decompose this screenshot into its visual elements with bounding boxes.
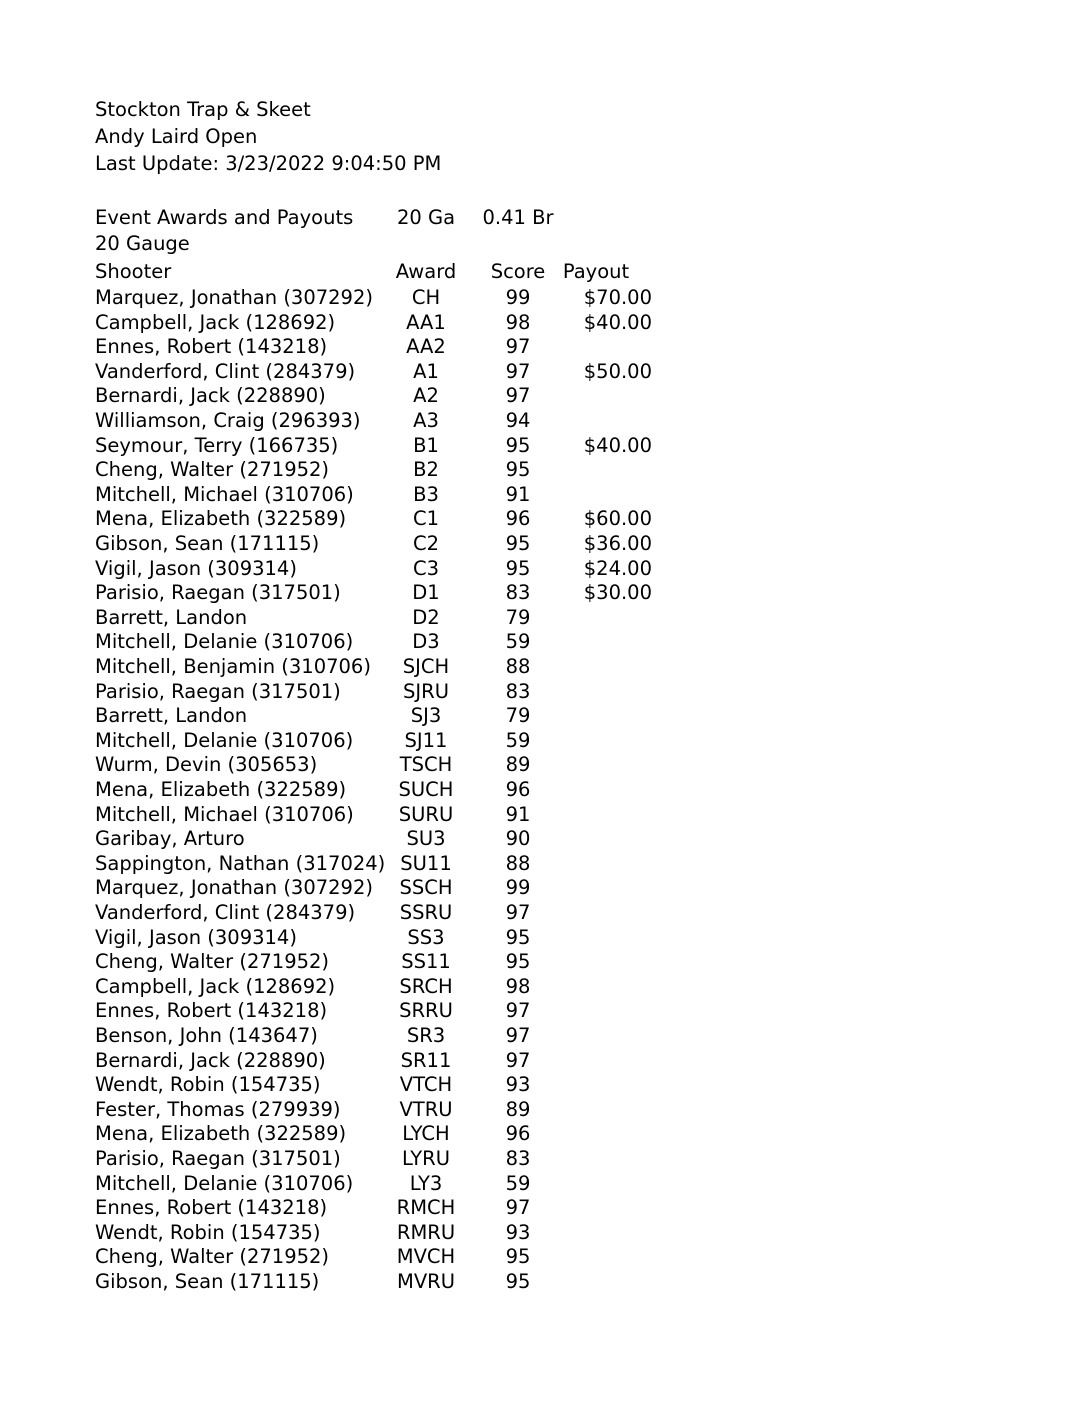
table-row [0,1172,1088,1197]
award-cell: LYCH [402,1122,450,1146]
award-cell: A2 [413,384,439,408]
award-cell: SJ3 [410,704,442,728]
award-cell: C1 [412,507,440,531]
score-cell: 59 [505,728,531,752]
table-row [0,1245,1088,1270]
table-row [0,1221,1088,1246]
shooter-cell: Ennes, Robert (143218) [95,335,328,359]
score-cell: 97 [505,1024,531,1047]
table-row [0,655,1088,680]
shooter-cell: Marquez, Jonathan (307292) [95,876,373,900]
section-title: Event Awards and Payouts [95,206,354,229]
score-cell: 89 [505,1097,531,1121]
score-cell: 97 [505,359,531,383]
score-cell: 89 [505,753,531,777]
shooter-cell: Mitchell, Delanie (310706) [95,728,354,752]
shooter-cell: Wurm, Devin (305653) [95,753,318,777]
last-update: Last Update: 3/23/2022 9:04:50 PM [95,152,442,175]
score-cell: 93 [505,1220,531,1244]
award-cell: SSCH [399,876,453,900]
shooter-cell: Barrett, Landon [95,605,248,629]
table-row [0,999,1088,1024]
table-header [0,260,1088,285]
gauge-name: 20 Gauge [95,232,190,255]
shooter-cell: Cheng, Walter (271952) [95,458,330,482]
award-cell: A3 [413,409,439,432]
table-row [0,557,1088,582]
table-row [0,606,1088,631]
score-cell: 83 [505,1147,531,1170]
score-cell: 59 [505,630,531,654]
shooter-cell: Wendt, Robin (154735) [95,1220,321,1244]
shooter-cell: Gibson, Sean (171115) [95,1270,320,1293]
shooter-cell: Vanderford, Clint (284379) [95,359,356,383]
shooter-cell: Cheng, Walter (271952) [95,950,330,974]
table-row [0,581,1088,606]
shooter-cell: Mena, Elizabeth (322589) [95,507,347,531]
shooter-cell: Vigil, Jason (309314) [95,925,297,949]
score-cell: 91 [505,802,531,826]
payout-cell: $36.00 [583,532,652,555]
table-row [0,458,1088,483]
score-cell: 95 [505,458,531,482]
award-cell: SRCH [399,974,453,998]
score-cell: 59 [505,1171,531,1195]
score-cell: 88 [505,851,531,875]
event-name: Andy Laird Open [95,125,258,148]
table-row [0,852,1088,877]
award-cell: LYRU [401,1147,450,1170]
award-cell: AA2 [406,335,446,359]
shooter-cell: Marquez, Jonathan (307292) [95,286,373,309]
payout-cell: $40.00 [583,310,652,334]
score-cell: 79 [505,704,531,728]
table-row [0,1270,1088,1295]
shooter-cell: Vigil, Jason (309314) [95,556,297,580]
shooter-cell: Garibay, Arturo [95,827,245,851]
table-row [0,1147,1088,1172]
shooter-cell: Mena, Elizabeth (322589) [95,1122,347,1146]
table-row [0,1049,1088,1074]
shooter-cell: Seymour, Terry (166735) [95,433,339,457]
award-cell: SR3 [406,1024,446,1047]
score-cell: 97 [505,901,531,924]
table-row [0,753,1088,778]
shooter-cell: Fester, Thomas (279939) [95,1097,341,1121]
table-row [0,434,1088,459]
score-cell: 95 [505,950,531,974]
shooter-cell: Williamson, Craig (296393) [95,409,361,432]
shooter-cell: Vanderford, Clint (284379) [95,901,356,924]
award-cell: SS11 [401,950,451,974]
br-value: 0.41 Br [482,206,554,229]
score-cell: 97 [505,999,531,1023]
award-cell: VTCH [399,1073,453,1097]
table-row [0,901,1088,926]
table-row [0,409,1088,434]
award-cell: MVRU [397,1270,455,1293]
shooter-cell: Sappington, Nathan (317024) [95,851,386,875]
shooter-cell: Ennes, Robert (143218) [95,1196,328,1220]
award-cell: SJCH [402,655,450,678]
award-cell: RMCH [396,1196,456,1220]
award-cell: B3 [413,482,439,506]
table-row [0,384,1088,409]
award-cell: TSCH [399,753,453,777]
score-cell: 98 [505,310,531,334]
club-name: Stockton Trap & Skeet [95,98,311,121]
shooter-cell: Cheng, Walter (271952) [95,1245,330,1269]
shooter-cell: Bernardi, Jack (228890) [95,1048,326,1072]
award-cell: SRRU [399,999,453,1023]
award-cell: SUCH [398,778,454,801]
shooter-cell: Campbell, Jack (128692) [95,310,336,334]
payout-cell: $70.00 [583,286,652,309]
award-cell: SJ11 [404,728,448,752]
award-cell: D1 [412,581,440,605]
score-cell: 83 [505,581,531,605]
table-row [0,1196,1088,1221]
table-row [0,630,1088,655]
score-cell: 95 [505,556,531,580]
shooter-cell: Parisio, Raegan (317501) [95,581,341,605]
shooter-cell: Campbell, Jack (128692) [95,974,336,998]
score-cell: 95 [505,1270,531,1293]
award-cell: AA1 [406,310,446,334]
table-row [0,1024,1088,1049]
award-cell: SURU [398,802,454,826]
score-cell: 83 [505,679,531,703]
award-cell: LY3 [409,1171,443,1195]
award-cell: MVCH [396,1245,456,1269]
gauge-code: 20 Ga [396,206,456,229]
shooter-cell: Barrett, Landon [95,704,248,728]
payout-cell: $30.00 [583,581,652,605]
payout-cell: $60.00 [583,507,652,531]
shooter-cell: Wendt, Robin (154735) [95,1073,321,1097]
award-cell: SR11 [400,1048,452,1072]
column-header-award: Award [395,260,457,283]
award-cell: C3 [412,556,440,580]
payout-cell: $50.00 [583,359,652,383]
score-cell: 95 [505,1245,531,1269]
payout-cell: $24.00 [583,556,652,580]
shooter-cell: Mena, Elizabeth (322589) [95,778,347,801]
award-cell: VTRU [399,1097,453,1121]
shooter-cell: Benson, John (143647) [95,1024,318,1047]
shooter-cell: Parisio, Raegan (317501) [95,1147,341,1170]
award-cell: B2 [413,458,439,482]
table-row [0,926,1088,951]
score-cell: 96 [505,507,531,531]
score-cell: 98 [505,974,531,998]
award-cell: SU3 [406,827,446,851]
table-row [0,950,1088,975]
table-row [0,483,1088,508]
table-row [0,360,1088,385]
shooter-cell: Mitchell, Delanie (310706) [95,1171,354,1195]
table-row [0,876,1088,901]
award-cell: C2 [412,532,440,555]
shooter-cell: Bernardi, Jack (228890) [95,384,326,408]
score-cell: 99 [505,876,531,900]
score-cell: 97 [505,1196,531,1220]
shooter-cell: Mitchell, Delanie (310706) [95,630,354,654]
table-row [0,680,1088,705]
score-cell: 88 [505,655,531,678]
table-row [0,827,1088,852]
award-cell: B1 [413,433,439,457]
award-cell: D2 [412,605,440,629]
table-row [0,1122,1088,1147]
table-row [0,507,1088,532]
score-cell: 97 [505,1048,531,1072]
score-cell: 95 [505,532,531,555]
column-header-shooter: Shooter [95,260,172,283]
award-cell: SU11 [400,851,452,875]
table-row [0,803,1088,828]
payout-cell: $40.00 [583,433,652,457]
award-cell: SSRU [399,901,453,924]
table-row [0,335,1088,360]
table-row [0,704,1088,729]
table-row [0,1098,1088,1123]
score-cell: 90 [505,827,531,851]
score-cell: 96 [505,1122,531,1146]
award-cell: A1 [413,359,439,383]
shooter-cell: Mitchell, Benjamin (310706) [95,655,371,678]
score-cell: 94 [505,409,531,432]
award-cell: SS3 [407,925,445,949]
shooter-cell: Mitchell, Michael (310706) [95,802,354,826]
score-cell: 95 [505,925,531,949]
award-cell: SJRU [403,679,449,703]
score-cell: 96 [505,778,531,801]
award-cell: RMRU [396,1220,456,1244]
column-header-score: Score [490,260,546,283]
shooter-cell: Ennes, Robert (143218) [95,999,328,1023]
table-row [0,311,1088,336]
shooter-cell: Mitchell, Michael (310706) [95,482,354,506]
award-cell: D3 [412,630,440,654]
score-cell: 95 [505,433,531,457]
table-row [0,975,1088,1000]
score-cell: 97 [505,335,531,359]
score-cell: 99 [505,286,531,309]
score-cell: 97 [505,384,531,408]
table-row [0,729,1088,754]
score-cell: 79 [505,605,531,629]
shooter-cell: Gibson, Sean (171115) [95,532,320,555]
table-row [0,1073,1088,1098]
shooter-cell: Parisio, Raegan (317501) [95,679,341,703]
table-row [0,286,1088,311]
column-header-payout: Payout [562,260,630,283]
table-row [0,532,1088,557]
award-cell: CH [411,286,441,309]
table-row [0,778,1088,803]
score-cell: 91 [505,482,531,506]
score-cell: 93 [505,1073,531,1097]
